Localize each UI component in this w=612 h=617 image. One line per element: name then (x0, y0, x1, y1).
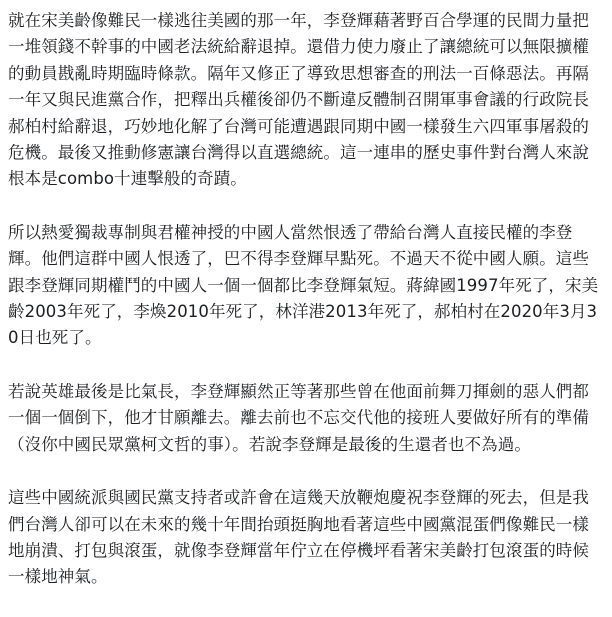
paragraph-4: 這些中國統派與國民黨支持者或許會在這幾天放鞭炮慶祝李登輝的死去，但是我們台灣人卻可以在未來的幾十年間抬頭挺胸地看著這些中國黨混蛋們像難民一樣地崩潰、打包與滾蛋，就像李登輝當年佇立在停機坪看著宋美齡打包滾蛋的時候一樣地神氣。 (8, 488, 589, 587)
paragraph-3: 若說英雄最後是比氣長，李登輝顯然正等著那些曾在他面前舞刀揮劍的惡人們都一個一個倒下，他才甘願離去。離去前也不忘交代他的接班人要做好所有的準備（沒你中國民眾黨柯文哲的事）。若說李登輝是最後的生還者也不為過。 (8, 381, 589, 454)
paragraph-2: 所以熱愛獨裁專制與君權神授的中國人當然恨透了帶給台灣人直接民權的李登輝。他們這群中國人恨透了，巴不得李登輝早點死。不過天不從中國人願。這些跟李登輝同期權鬥的中國人一個一個都比李登輝氣短。蔣緯國1997年死了，宋美齡2003年死了，李煥2010年死了，林洋港2013年死了，郝柏村在2020年3月30日也死了。 (8, 222, 599, 348)
paragraph-1: 就在宋美齡像難民一樣逃往美國的那一年，李登輝藉著野百合學運的民間力量把一堆領錢不幹事的中國老法統給辭退掉。還借力使力廢止了讓總統可以無限擴權的動員戡亂時期臨時條款。隔年又修正了導致思想審查的刑法一百條惡法。再隔一年又與民進黨合作，把釋出兵權後卻仍不斷違反體制召開軍事會議的行政院長郝柏村給辭退，巧妙地化解了台灣可能遭遇跟同期中國一樣發生六四軍事屠殺的危機。最後又推動修憲讓台灣得以直選總統。這一連串的歷史事件對台灣人來說根本是combo十連擊般的奇蹟。 (8, 11, 589, 189)
